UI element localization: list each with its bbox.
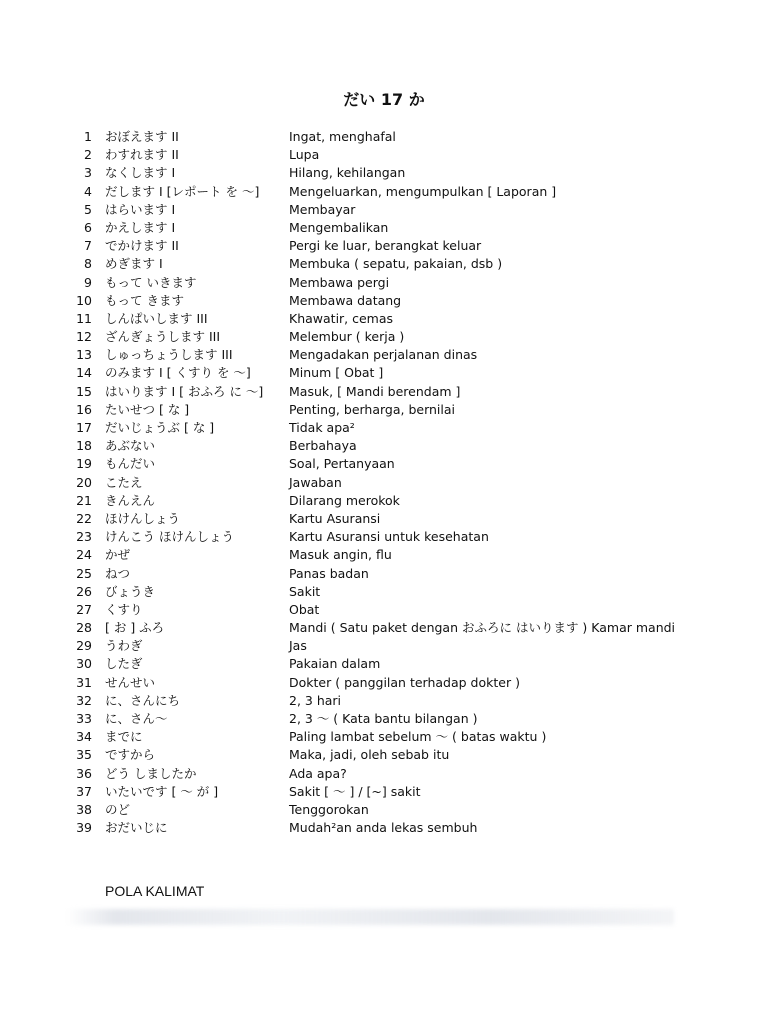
vocab-number: 16	[76, 401, 92, 417]
vocab-row	[0, 455, 768, 473]
vocab-number: 30	[76, 656, 92, 672]
vocab-number: 34	[76, 729, 92, 745]
vocab-number: 1	[84, 129, 92, 144]
vocab-japanese: はいります I [ おふろ に ～]	[105, 383, 264, 399]
vocab-meaning: Mudah²an anda lekas sembuh	[289, 820, 478, 836]
vocab-japanese: いたいです [ ～ が ]	[105, 783, 219, 799]
vocab-meaning: Hilang, kehilangan	[289, 165, 406, 181]
vocab-japanese: おぼえます II	[105, 129, 179, 144]
vocab-number: 23	[76, 529, 92, 545]
vocab-row	[0, 255, 768, 273]
page-title: だい 17 か	[343, 90, 425, 109]
vocab-row	[0, 583, 768, 601]
vocab-meaning: Dokter ( panggilan terhadap dokter )	[289, 674, 520, 690]
vocab-meaning: Panas badan	[289, 565, 369, 581]
vocab-row	[0, 765, 768, 783]
vocab-number: 5	[84, 201, 92, 217]
vocab-japanese: なくします I	[105, 165, 176, 181]
vocab-row	[0, 801, 768, 819]
vocab-row	[0, 128, 768, 146]
vocab-meaning: Pakaian dalam	[289, 656, 381, 672]
vocab-japanese: でかけます II	[105, 238, 179, 254]
vocab-japanese: したぎ	[105, 656, 143, 672]
vocab-meaning: Sakit [ ～ ] / [~] sakit	[289, 783, 421, 799]
vocab-number: 20	[76, 474, 92, 490]
vocab-japanese: だいじょうぶ [ な ]	[105, 420, 215, 435]
vocab-row	[0, 292, 768, 310]
vocab-number: 8	[84, 256, 92, 272]
vocab-japanese: だします I [レポート を ～]	[105, 183, 260, 199]
vocab-number: 13	[76, 347, 92, 363]
vocab-meaning: Minum [ Obat ]	[289, 365, 384, 381]
vocab-japanese: ねつ	[105, 565, 131, 581]
vocab-japanese: おだいじに	[105, 820, 168, 836]
vocab-row	[0, 419, 768, 437]
vocab-meaning: Membayar	[289, 201, 356, 217]
vocab-meaning: Sakit	[289, 583, 321, 599]
vocab-meaning: Tidak apa²	[289, 420, 355, 435]
vocab-row	[0, 619, 768, 637]
vocab-number: 12	[76, 329, 92, 345]
vocab-row	[0, 274, 768, 292]
vocab-number: 17	[76, 420, 92, 435]
vocab-row	[0, 183, 768, 201]
vocab-row	[0, 474, 768, 492]
vocab-meaning: 2, 3 hari	[289, 692, 342, 708]
vocab-number: 21	[76, 492, 92, 508]
vocab-number: 7	[84, 238, 92, 254]
vocab-japanese: きんえん	[105, 492, 156, 508]
vocab-japanese: までに	[105, 729, 143, 745]
vocab-row	[0, 492, 768, 510]
vocab-row	[0, 565, 768, 583]
vocab-japanese: かぜ	[105, 547, 131, 563]
vocab-japanese: に、さん～	[105, 711, 168, 726]
vocab-row	[0, 237, 768, 255]
vocab-japanese: たいせつ [ な ]	[105, 401, 190, 417]
vocab-number: 25	[76, 565, 92, 581]
vocab-meaning: Kartu Asuransi	[289, 510, 381, 526]
vocab-number: 2	[84, 147, 92, 163]
vocab-number: 32	[76, 692, 92, 708]
vocab-meaning: Jas	[289, 638, 307, 654]
vocab-meaning: Kartu Asuransi untuk kesehatan	[289, 529, 489, 545]
vocab-japanese: に、さんにち	[105, 692, 181, 708]
vocab-number: 31	[76, 674, 92, 690]
vocab-meaning: Mengeluarkan, mengumpulkan [ Laporan ]	[289, 183, 557, 199]
vocab-number: 11	[76, 310, 92, 326]
vocab-meaning: Lupa	[289, 147, 320, 163]
vocab-japanese: くすり	[105, 601, 143, 617]
vocab-row	[0, 601, 768, 619]
vocab-row	[0, 655, 768, 673]
vocab-meaning: Ingat, menghafal	[289, 129, 396, 144]
vocab-number: 29	[76, 638, 92, 654]
vocab-meaning: Masuk, [ Mandi berendam ]	[289, 383, 461, 399]
vocab-row	[0, 364, 768, 382]
vocab-number: 3	[84, 165, 92, 181]
vocab-meaning: Membawa datang	[289, 292, 402, 308]
vocab-number: 39	[76, 820, 92, 836]
vocab-row	[0, 146, 768, 164]
vocab-meaning: Mengembalikan	[289, 219, 389, 235]
vocab-row	[0, 201, 768, 219]
vocab-japanese: もんだい	[105, 456, 156, 472]
vocab-meaning: Paling lambat sebelum ～ ( batas waktu )	[289, 729, 547, 745]
vocab-meaning: Pergi ke luar, berangkat keluar	[289, 238, 482, 254]
vocab-meaning: Penting, berharga, bernilai	[289, 401, 456, 417]
vocab-row	[0, 383, 768, 401]
vocab-japanese: わすれます II	[105, 147, 179, 163]
vocab-meaning: Melembur ( kerja )	[289, 329, 405, 345]
vocab-meaning: Dilarang merokok	[289, 492, 400, 508]
vocab-japanese: めぎます I	[105, 256, 163, 272]
vocab-japanese: うわぎ	[105, 638, 143, 654]
vocab-number: 10	[76, 292, 92, 308]
section-heading: POLA KALIMAT	[105, 883, 205, 899]
vocab-japanese: あぶない	[105, 438, 156, 454]
vocab-japanese: こたえ	[105, 474, 143, 490]
vocab-row	[0, 164, 768, 182]
vocab-number: 4	[84, 183, 92, 199]
vocab-meaning: 2, 3 ～ ( Kata bantu bilangan )	[289, 711, 478, 726]
vocab-meaning: Masuk angin, flu	[289, 547, 392, 563]
vocab-number: 22	[76, 510, 92, 526]
vocab-meaning: Mandi ( Satu paket dengan おふろに はいります ) Kamar mandi	[289, 620, 676, 636]
vocabulary-list	[0, 128, 768, 837]
vocab-meaning: Mengadakan perjalanan dinas	[289, 347, 478, 363]
vocab-row	[0, 510, 768, 528]
vocab-japanese: しゅっちょうします III	[105, 347, 233, 363]
vocab-number: 33	[76, 711, 92, 726]
vocab-japanese: ですから	[105, 747, 156, 763]
vocab-japanese: しんぱいします III	[105, 310, 208, 326]
vocab-japanese: もって きます	[105, 292, 184, 308]
vocab-japanese: のみます I [ くすり を ～]	[105, 365, 251, 381]
vocab-row	[0, 401, 768, 419]
vocab-row	[0, 546, 768, 564]
vocab-meaning: Membawa pergi	[289, 274, 390, 290]
vocab-row	[0, 328, 768, 346]
vocab-number: 6	[84, 219, 92, 235]
vocab-number: 36	[76, 765, 92, 781]
vocab-japanese: びょうき	[105, 583, 156, 599]
faded-text-line	[66, 909, 674, 925]
vocab-row	[0, 637, 768, 655]
vocab-japanese: はらいます I	[105, 201, 176, 217]
vocab-row	[0, 692, 768, 710]
vocab-meaning: Soal, Pertanyaan	[289, 456, 395, 472]
vocab-number: 35	[76, 747, 92, 763]
vocab-number: 18	[76, 438, 92, 454]
vocab-number: 37	[76, 783, 92, 799]
vocab-meaning: Tenggorokan	[289, 801, 369, 817]
vocab-row	[0, 219, 768, 237]
vocab-number: 15	[76, 383, 92, 399]
vocab-number: 14	[76, 365, 92, 381]
vocab-meaning: Obat	[289, 601, 320, 617]
vocab-row	[0, 819, 768, 837]
vocab-number: 38	[76, 801, 92, 817]
vocab-row	[0, 783, 768, 801]
vocab-japanese: ほけんしょう	[105, 510, 181, 526]
vocab-meaning: Maka, jadi, oleh sebab itu	[289, 747, 450, 763]
vocab-meaning: Jawaban	[289, 474, 342, 490]
vocab-row	[0, 746, 768, 764]
vocab-number: 9	[84, 274, 92, 290]
vocab-row	[0, 710, 768, 728]
vocab-row	[0, 437, 768, 455]
vocab-meaning: Membuka ( sepatu, pakaian, dsb )	[289, 256, 503, 272]
vocab-row	[0, 528, 768, 546]
vocab-row	[0, 674, 768, 692]
vocab-number: 19	[76, 456, 92, 472]
vocab-row	[0, 310, 768, 328]
vocab-japanese: のど	[105, 801, 131, 817]
vocab-row	[0, 728, 768, 746]
vocab-row	[0, 346, 768, 364]
vocab-japanese: せんせい	[105, 674, 156, 690]
vocab-japanese: どう しましたか	[105, 765, 197, 781]
vocab-japanese: もって いきます	[105, 274, 197, 290]
vocab-japanese: ざんぎょうします III	[105, 329, 221, 345]
vocab-japanese: [ お ] ふろ	[105, 620, 165, 636]
vocab-number: 28	[76, 620, 92, 636]
vocab-japanese: けんこう ほけんしょう	[105, 529, 234, 545]
vocab-meaning: Khawatir, cemas	[289, 310, 394, 326]
vocab-number: 24	[76, 547, 92, 563]
vocab-meaning: Berbahaya	[289, 438, 357, 454]
vocab-number: 26	[76, 583, 92, 599]
vocab-meaning: Ada apa?	[289, 765, 347, 781]
vocab-number: 27	[76, 601, 92, 617]
vocab-japanese: かえします I	[105, 219, 176, 235]
